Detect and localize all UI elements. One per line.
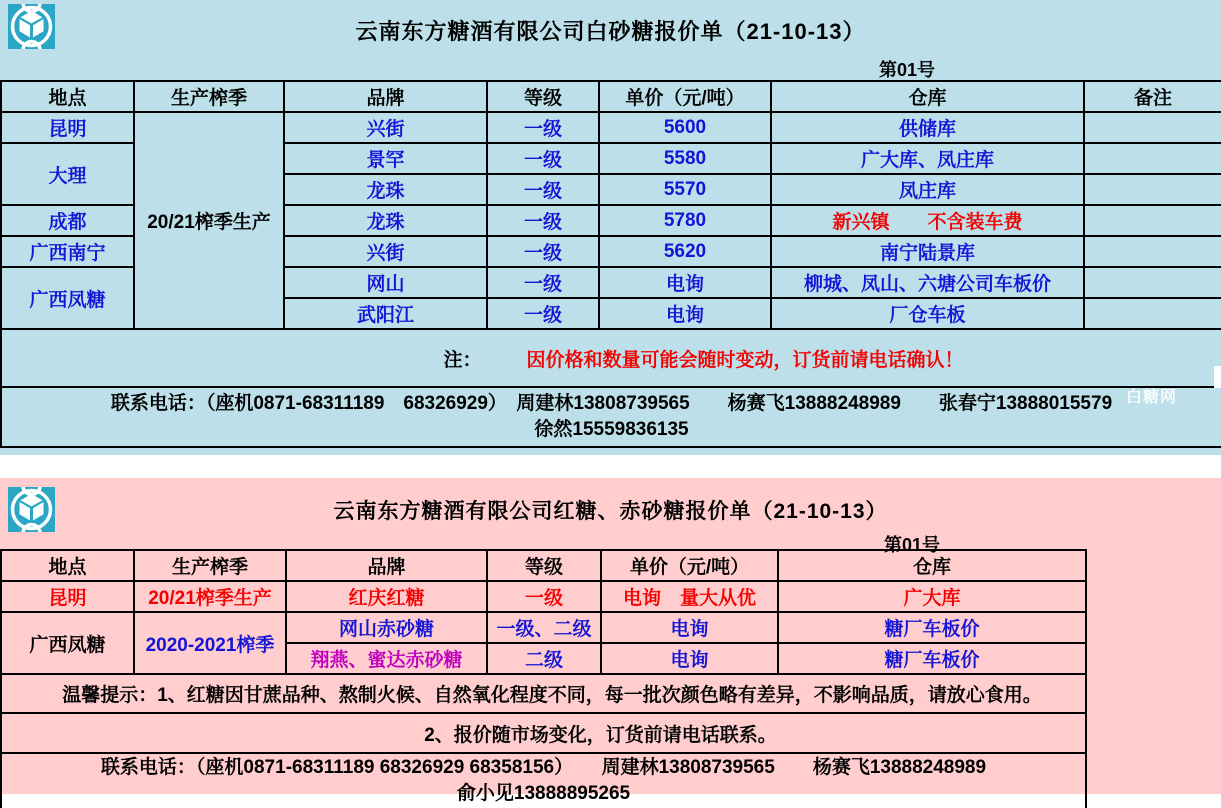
cell-warehouse: 广大库	[778, 581, 1086, 612]
note-text: 因价格和数量可能会随时变动，订货前请电话确认！	[526, 349, 964, 371]
col-header-grade: 等级	[487, 550, 601, 581]
cell-brand: 兴街	[284, 236, 487, 267]
cell-warehouse: 供储库	[771, 112, 1084, 143]
cell-location: 昆明	[1, 112, 134, 143]
watermark-text: 白糖网	[1126, 389, 1178, 406]
note-cell	[1, 329, 1221, 387]
cell-season-merged: 20/21榨季生产	[134, 112, 284, 329]
cell-brand: 红庆红糖	[286, 581, 487, 612]
cell-brand: 网山	[284, 267, 487, 298]
cell-grade: 一级	[487, 267, 599, 298]
col-header-warehouse: 仓库	[771, 81, 1084, 112]
cell-grade: 一级	[487, 298, 599, 329]
brown-sugar-header	[0, 478, 1221, 555]
cell-location: 广西南宁	[1, 236, 134, 267]
cell-remark-empty	[1084, 112, 1221, 143]
contact-cell	[1, 753, 1086, 808]
col-header-season: 生产榨季	[134, 81, 284, 112]
cell-price: 电询	[599, 267, 771, 298]
brown-sugar-table	[0, 549, 1087, 808]
note-row	[1, 329, 1221, 387]
cell-grade: 一级	[487, 205, 599, 236]
contact-line-2: 徐然15559836135	[534, 419, 689, 440]
white-sugar-table	[0, 80, 1221, 448]
cell-location-merged: 广西凤糖	[1, 612, 134, 674]
cell-remark-empty	[1084, 143, 1221, 174]
cell-grade: 一级	[487, 236, 599, 267]
contact-row	[1, 753, 1086, 808]
company-logo-icon	[8, 4, 55, 49]
col-header-brand: 品牌	[284, 81, 487, 112]
cell-brand: 武阳江	[284, 298, 487, 329]
cell-warehouse: 广大库、凤庄库	[771, 143, 1084, 174]
cell-price: 5620	[599, 236, 771, 267]
col-header-price: 单价（元/吨）	[599, 81, 771, 112]
cell-warehouse: 厂仓车板	[771, 298, 1084, 329]
tip-1: 温馨提示：1、红糖因甘蔗品种、熬制火候、自然氧化程度不同，每一批次颜色略有差异，不影响品质，请放心食用。	[1, 674, 1086, 713]
cell-remark-empty	[1084, 298, 1221, 329]
white-sugar-title: 云南东方糖酒有限公司白砂糖报价单（21-10-13）	[355, 19, 866, 44]
cell-warehouse: 糖厂车板价	[778, 612, 1086, 643]
contact-line-1: 联系电话：（座机0871-68311189 68326929） 周建林13808739565 杨赛飞13888248989 张春宁13888015579	[110, 393, 1113, 414]
contact-row	[1, 387, 1221, 447]
col-header-warehouse: 仓库	[778, 550, 1086, 581]
col-header-price: 单价（元/吨）	[601, 550, 778, 581]
tip-row	[1, 674, 1086, 713]
col-header-grade: 等级	[487, 81, 599, 112]
col-header-season: 生产榨季	[134, 550, 286, 581]
cell-brand: 翔燕、蜜达赤砂糖	[286, 643, 487, 674]
white-sugar-header	[0, 0, 1221, 80]
cell-warehouse: 凤庄库	[771, 174, 1084, 205]
panel-gap	[0, 455, 1221, 478]
cell-grade: 一级	[487, 143, 599, 174]
table-row	[1, 612, 1086, 643]
cell-grade: 一级	[487, 581, 601, 612]
contact-line-2: 俞小见13888895265	[456, 783, 631, 804]
cell-price: 5600	[599, 112, 771, 143]
cell-price: 5780	[599, 205, 771, 236]
company-logo-icon	[8, 487, 55, 532]
cell-remark-empty	[1084, 174, 1221, 205]
cell-brand: 网山赤砂糖	[286, 612, 487, 643]
col-header-remark: 备注	[1084, 81, 1221, 112]
cell-warehouse: 糖厂车板价	[778, 643, 1086, 674]
cell-location: 昆明	[1, 581, 134, 612]
cell-price: 5580	[599, 143, 771, 174]
table-row	[1, 112, 1221, 143]
contact-cell	[1, 387, 1221, 447]
col-header-location: 地点	[1, 550, 134, 581]
brown-sugar-issue-number: 第01号	[883, 535, 940, 555]
white-sugar-issue-number: 第01号	[878, 60, 935, 80]
table-row	[1, 581, 1086, 612]
note-label: 注：	[443, 349, 482, 371]
cell-warehouse: 新兴镇 不含装车费	[771, 205, 1084, 236]
cell-grade: 一级、二级	[487, 612, 601, 643]
cell-price: 电询	[599, 298, 771, 329]
cell-location-merged: 广西凤糖	[1, 267, 134, 329]
cell-warehouse: 南宁陆景库	[771, 236, 1084, 267]
cell-brand: 龙珠	[284, 174, 487, 205]
brown-sugar-title: 云南东方糖酒有限公司红糖、赤砂糖报价单（21-10-13）	[333, 500, 888, 523]
cell-location-merged: 大理	[1, 143, 134, 205]
cell-brand: 兴街	[284, 112, 487, 143]
cell-price: 5570	[599, 174, 771, 205]
cell-price: 电询	[601, 612, 778, 643]
brown-sugar-panel	[0, 478, 1221, 804]
edge-notch	[1214, 366, 1221, 388]
cell-location: 成都	[1, 205, 134, 236]
tip-2: 2、报价随市场变化，订货前请电话联系。	[1, 713, 1086, 753]
cell-season: 20/21榨季生产	[134, 581, 286, 612]
white-sugar-header-row	[1, 81, 1221, 112]
cell-brand: 龙珠	[284, 205, 487, 236]
cell-remark-empty	[1084, 236, 1221, 267]
cell-warehouse: 柳城、凤山、六塘公司车板价	[771, 267, 1084, 298]
contact-line-1: 联系电话：（座机0871-68311189 68326929 68358156） 周建林13808739565 杨赛飞13888248989	[100, 757, 987, 778]
cell-remark-empty	[1084, 267, 1221, 298]
cell-brand: 景罕	[284, 143, 487, 174]
col-header-location: 地点	[1, 81, 134, 112]
cell-grade: 一级	[487, 174, 599, 205]
cell-remark-empty	[1084, 205, 1221, 236]
cell-season-merged: 2020-2021榨季	[134, 612, 286, 674]
col-header-brand: 品牌	[286, 550, 487, 581]
cell-grade: 一级	[487, 112, 599, 143]
tip-row	[1, 713, 1086, 753]
cell-price: 电询 量大从优	[601, 581, 778, 612]
cell-price: 电询	[601, 643, 778, 674]
cell-grade: 二级	[487, 643, 601, 674]
